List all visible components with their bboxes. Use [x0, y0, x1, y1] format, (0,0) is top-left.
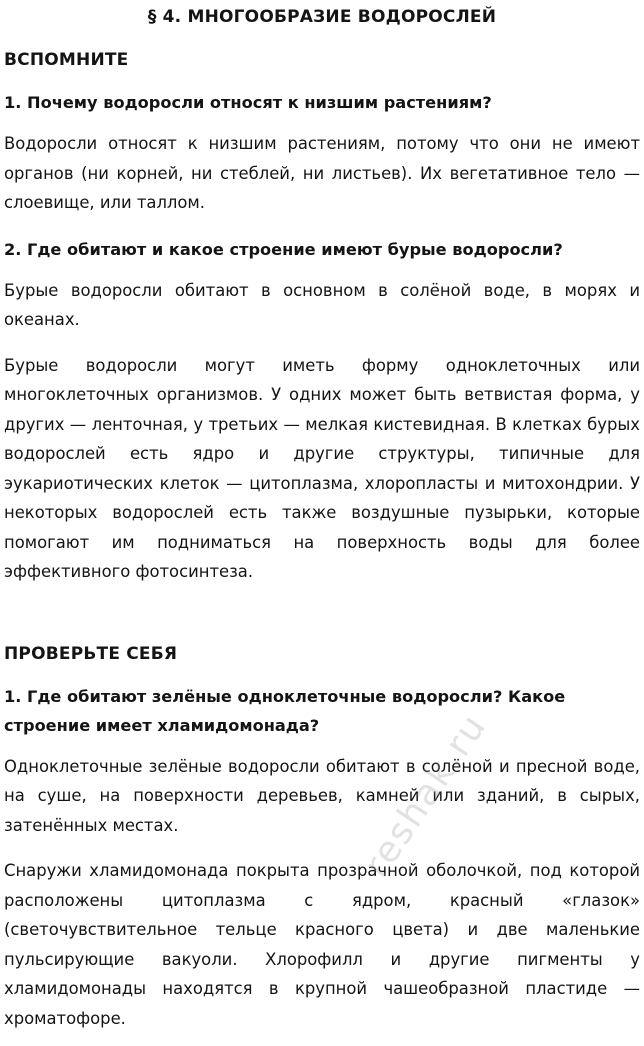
answer-1-remember: Водоросли относят к низшим растениям, потому что они не имеют органов (ни корней, ни стеблей, ни листьев). Их вегетативное тело — слоевище, или таллом. [4, 134, 640, 212]
question-1-remember: 1. Почему водоросли относят к низшим растениям? [4, 93, 492, 112]
question-1-check: 1. Где обитают зелёные одноклеточные водоросли? Какое строение имеет хламидомонада? [4, 686, 566, 735]
remember-section [4, 49, 640, 587]
answer-1-check-paragraph-2: Снаружи хламидомонада покрыта прозрачной оболочкой, под которой расположены цитоплазма с ядром, красный «глазок» (светочувствительное тельце красного цвета) и две маленькие пульсирующие вакуоли. Хлорофилл и другие пигменты у хламидомонады находятся в крупной чашеобразной пластиде — хроматофоре. [4, 861, 640, 1028]
remember-heading: ВСПОМНИТЕ [4, 50, 129, 70]
answer-1-check-paragraph-1: Одноклеточные зелёные водоросли обитают в солёной и пресной воде, на суше, на поверхности деревьев, камней или зданий, в сырых, затенённых местах. [4, 756, 640, 835]
page-title: § 4. МНОГООБРАЗИЕ ВОДОРОСЛЕЙ [147, 7, 497, 27]
answer-2-remember-paragraph-1: Бурые водоросли обитают в основном в солёной воде, в морях и океанах. [4, 280, 640, 329]
question-2-remember: 2. Где обитают и какое строение имеют бурые водоросли? [4, 239, 563, 259]
document-page [4, 0, 640, 1033]
check-section [4, 643, 640, 1034]
answer-2-remember-paragraph-2: Бурые водоросли могут иметь форму одноклеточных или многоклеточных организмов. У одних может быть ветвистая форма, у других — ленточная, у третьих — мелкая кистевидная. В клетках бурых водорослей есть ядро и другие структуры, типичные для эукариотических клеток — цитоплазма, хлоропласты и митохондрии. У некоторых водорослей есть также воздушные пузырьки, которые помогают им подниматься на поверхность воды для более эффективного фотосинтеза. [4, 355, 640, 581]
watermark-text: reshak.ru [356, 706, 495, 885]
check-heading: ПРОВЕРЬТЕ СЕБЯ [4, 643, 178, 664]
